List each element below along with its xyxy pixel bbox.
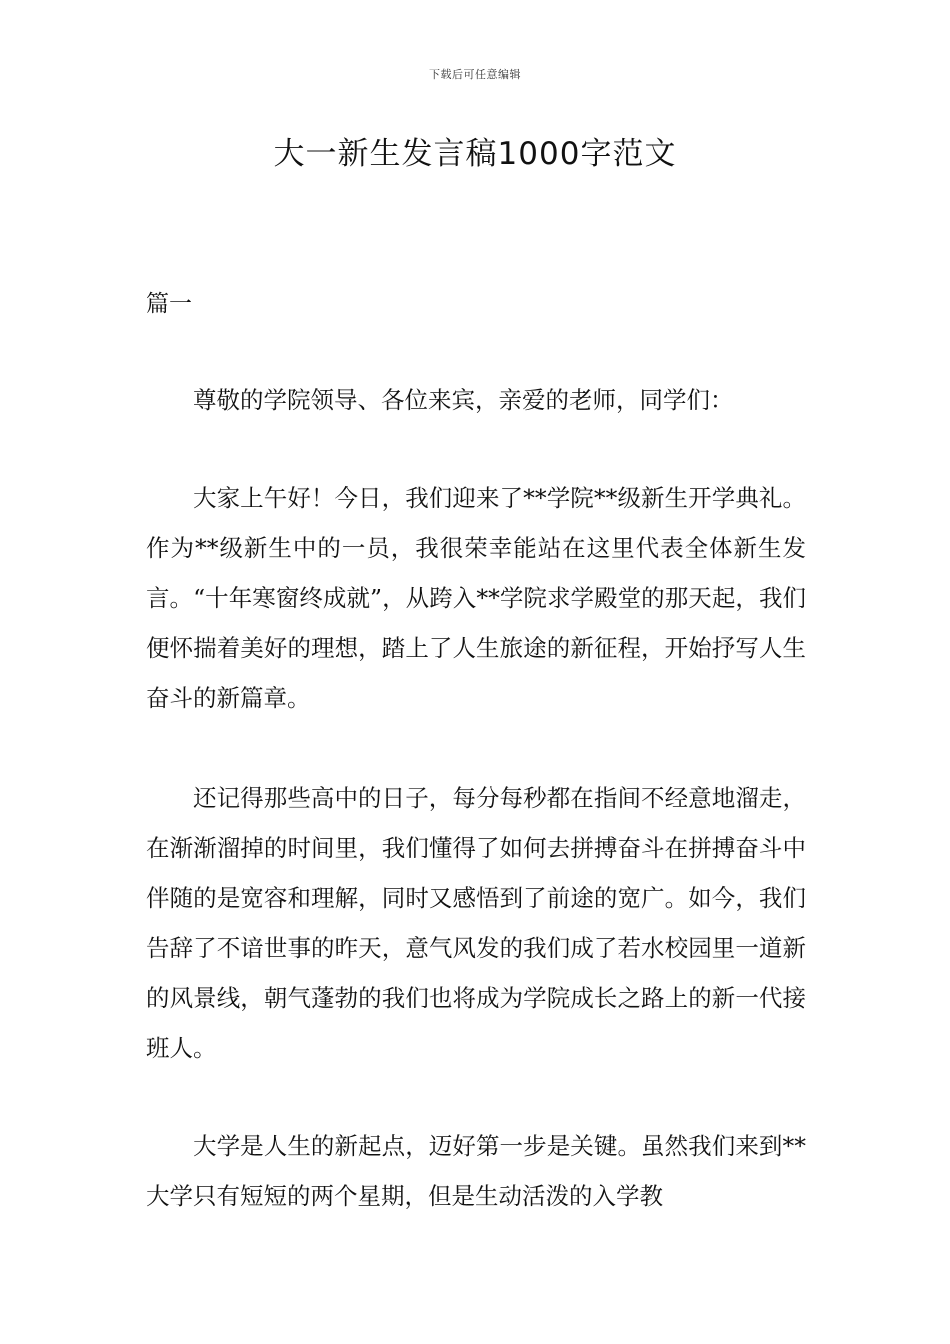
body-paragraph-3: 大学是人生的新起点，迈好第一步是关键。虽然我们来到**大学只有短短的两个星期，但是生动活泼的入学教 [146, 1132, 806, 1210]
header-note: 下载后可任意编辑 [429, 68, 521, 81]
section-label: 篇一 [146, 291, 192, 317]
body-paragraph-1: 大家上午好！今日，我们迎来了**学院**级新生开学典礼。作为**级新生中的一员，我很荣幸能站在这里代表全体新生发言。“十年寒窗终成就”，从跨入**学院求学殿堂的那天起，我们便怀揣着美好的理想，踏上了人生旅途的新征程，开始抒写人生奋斗的新篇章。 [146, 484, 806, 712]
greeting-paragraph: 尊敬的学院领导、各位来宾，亲爱的老师，同学们： [193, 386, 734, 414]
document-title: 大一新生发言稿1000字范文 [273, 136, 677, 172]
body-paragraph-2: 还记得那些高中的日子，每分每秒都在指间不经意地溜走，在渐渐溜掉的时间里，我们懂得了如何去拼搏奋斗在拼搏奋斗中伴随的是宽容和理解，同时又感悟到了前途的宽广。如今，我们告辞了不谙世事的昨天，意气风发的我们成了若水校园里一道新的风景线，朝气蓬勃的我们也将成为学院成长之路上的新一代接班人。 [146, 784, 806, 1062]
